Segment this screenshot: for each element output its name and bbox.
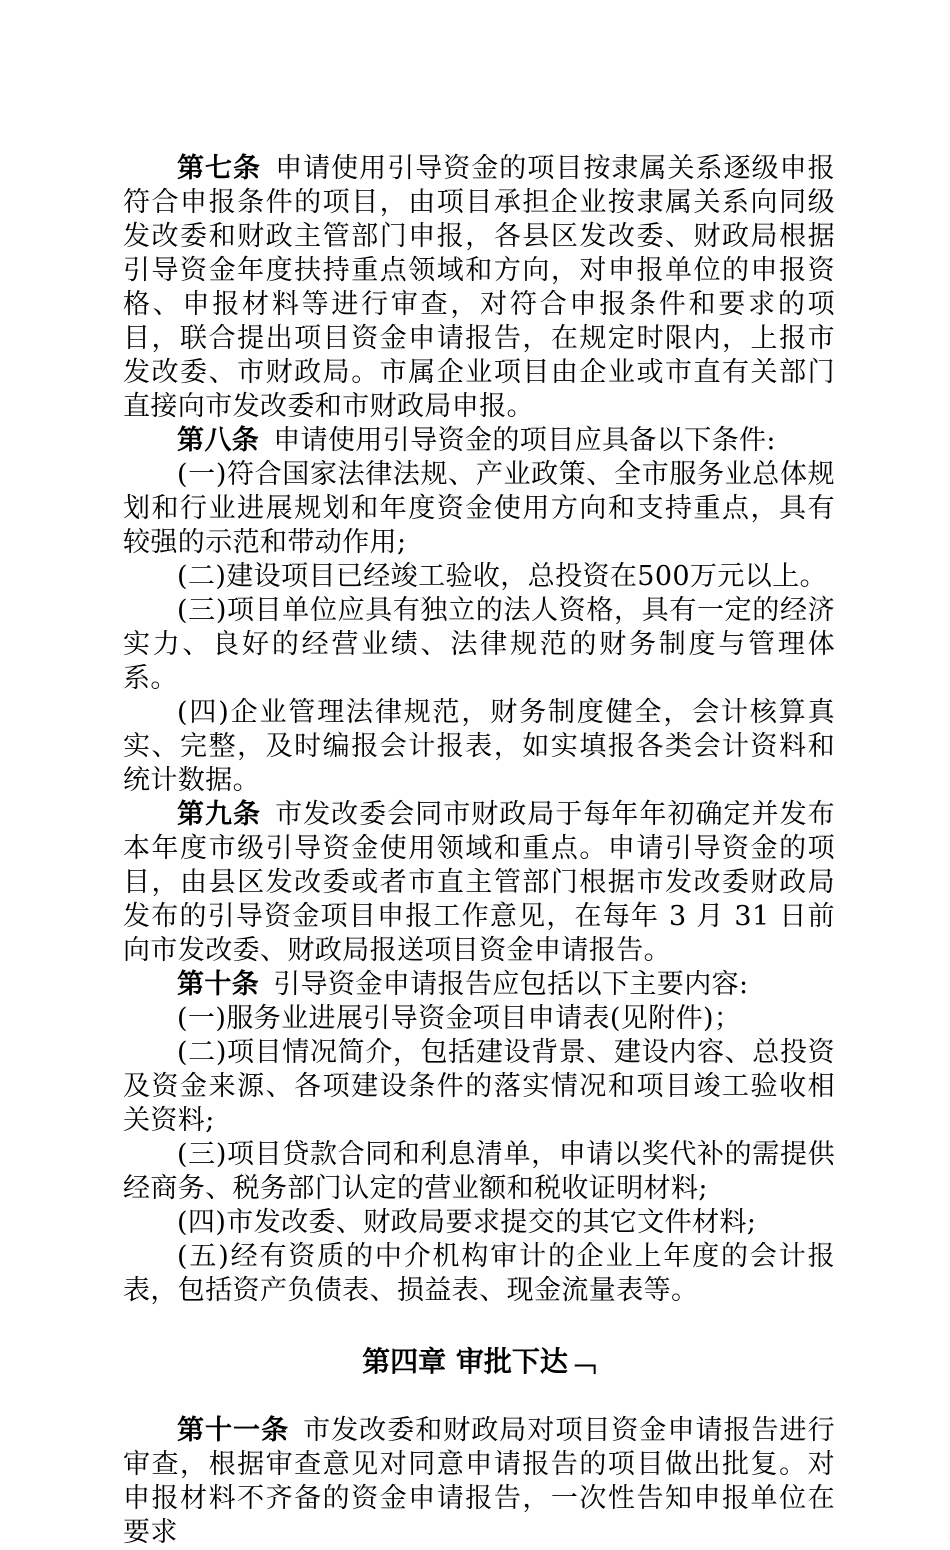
article-label: 第十一条 — [177, 1415, 290, 1446]
item-text: (五)经有资质的中介机构审计的企业上年度的会计报表，包括资产负债表、损益表、现金流量表等。 — [123, 1241, 835, 1306]
item-text: (三)项目贷款合同和利息清单，申请以奖代补的需提供经商务、税务部门认定的营业额和税收证明材料; — [123, 1139, 835, 1204]
article-8-item-3 — [123, 594, 835, 696]
item-text: (二)项目情况简介，包括建设背景、建设内容、总投资及资金来源、各项建设条件的落实情况和项目竣工验收相关资料; — [123, 1037, 835, 1136]
article-label: 第九条 — [177, 799, 262, 830]
article-10-item-1 — [123, 1002, 835, 1036]
item-text: (三)项目单位应具有独立的法人资格，具有一定的经济实力、良好的经营业绩、法律规范的财务制度与管理体系。 — [123, 595, 835, 694]
chapter-heading — [123, 1344, 835, 1380]
article-10 — [123, 968, 835, 1002]
article-9 — [123, 798, 835, 968]
article-8 — [123, 424, 835, 458]
article-10-item-3 — [123, 1138, 835, 1206]
heading-mark: ﹁ — [567, 1345, 596, 1378]
article-8-item-1 — [123, 458, 835, 560]
article-text: 申请使用引导资金的项目按隶属关系逐级申报符合申报条件的项目，由项目承担企业按隶属关系向同级发改委和财政主管部门申报，各县区发改委、财政局根据引导资金年度扶持重点领域和方向，对申报单位的申报资格、申报材料等进行审查，对符合申报条件和要求的项目，联合提出项目资金申请报告，在规定时限内，上报市发改委、市财政局。市属企业项目由企业或市直有关部门直接向市发改委和市财政局申报。 — [123, 153, 836, 422]
article-8-item-2 — [123, 560, 835, 594]
document-page — [123, 152, 835, 1550]
article-label: 第十条 — [177, 969, 260, 1000]
item-text: (一)符合国家法律法规、产业政策、全市服务业总体规划和行业进展规划和年度资金使用方向和支持重点，具有较强的示范和带动作用; — [123, 459, 835, 558]
article-8-item-4 — [123, 696, 835, 798]
spacer — [123, 1380, 835, 1414]
item-text: (二)建设项目已经竣工验收，总投资在500万元以上。 — [177, 561, 828, 592]
article-text: 市发改委会同市财政局于每年年初确定并发布本年度市级引导资金使用领域和重点。申请引导资金的项目，由县区发改委或者市直主管部门根据市发改委财政局发布的引导资金项目申报工作意见，在每年 3 月 31 日前向市发改委、财政局报送项目资金申请报告。 — [123, 799, 836, 966]
item-text: (一)服务业进展引导资金项目申请表(见附件)； — [177, 1003, 742, 1034]
article-label: 第七条 — [177, 153, 262, 184]
chapter-title: 第四章 审批下达 — [362, 1345, 568, 1378]
article-10-item-4 — [123, 1206, 835, 1240]
article-text: 市发改委和财政局对项目资金申请报告进行审查，根据审查意见对同意申请报告的项目做出批复。对申报材料不齐备的资金申请报告，一次性告知申报单位在要求 — [123, 1415, 835, 1548]
article-7 — [123, 152, 835, 424]
item-text: (四)企业管理法律规范，财务制度健全，会计核算真实、完整，及时编报会计报表，如实填报各类会计资料和统计数据。 — [123, 697, 835, 796]
article-label: 第八条 — [177, 425, 260, 456]
article-10-item-5 — [123, 1240, 835, 1308]
article-10-item-2 — [123, 1036, 835, 1138]
article-text: 引导资金申请报告应包括以下主要内容: — [273, 969, 749, 1000]
article-11 — [123, 1414, 835, 1550]
spacer — [123, 1308, 835, 1344]
item-text: (四)市发改委、财政局要求提交的其它文件材料; — [177, 1207, 757, 1238]
article-text: 申请使用引导资金的项目应具备以下条件: — [273, 425, 776, 456]
